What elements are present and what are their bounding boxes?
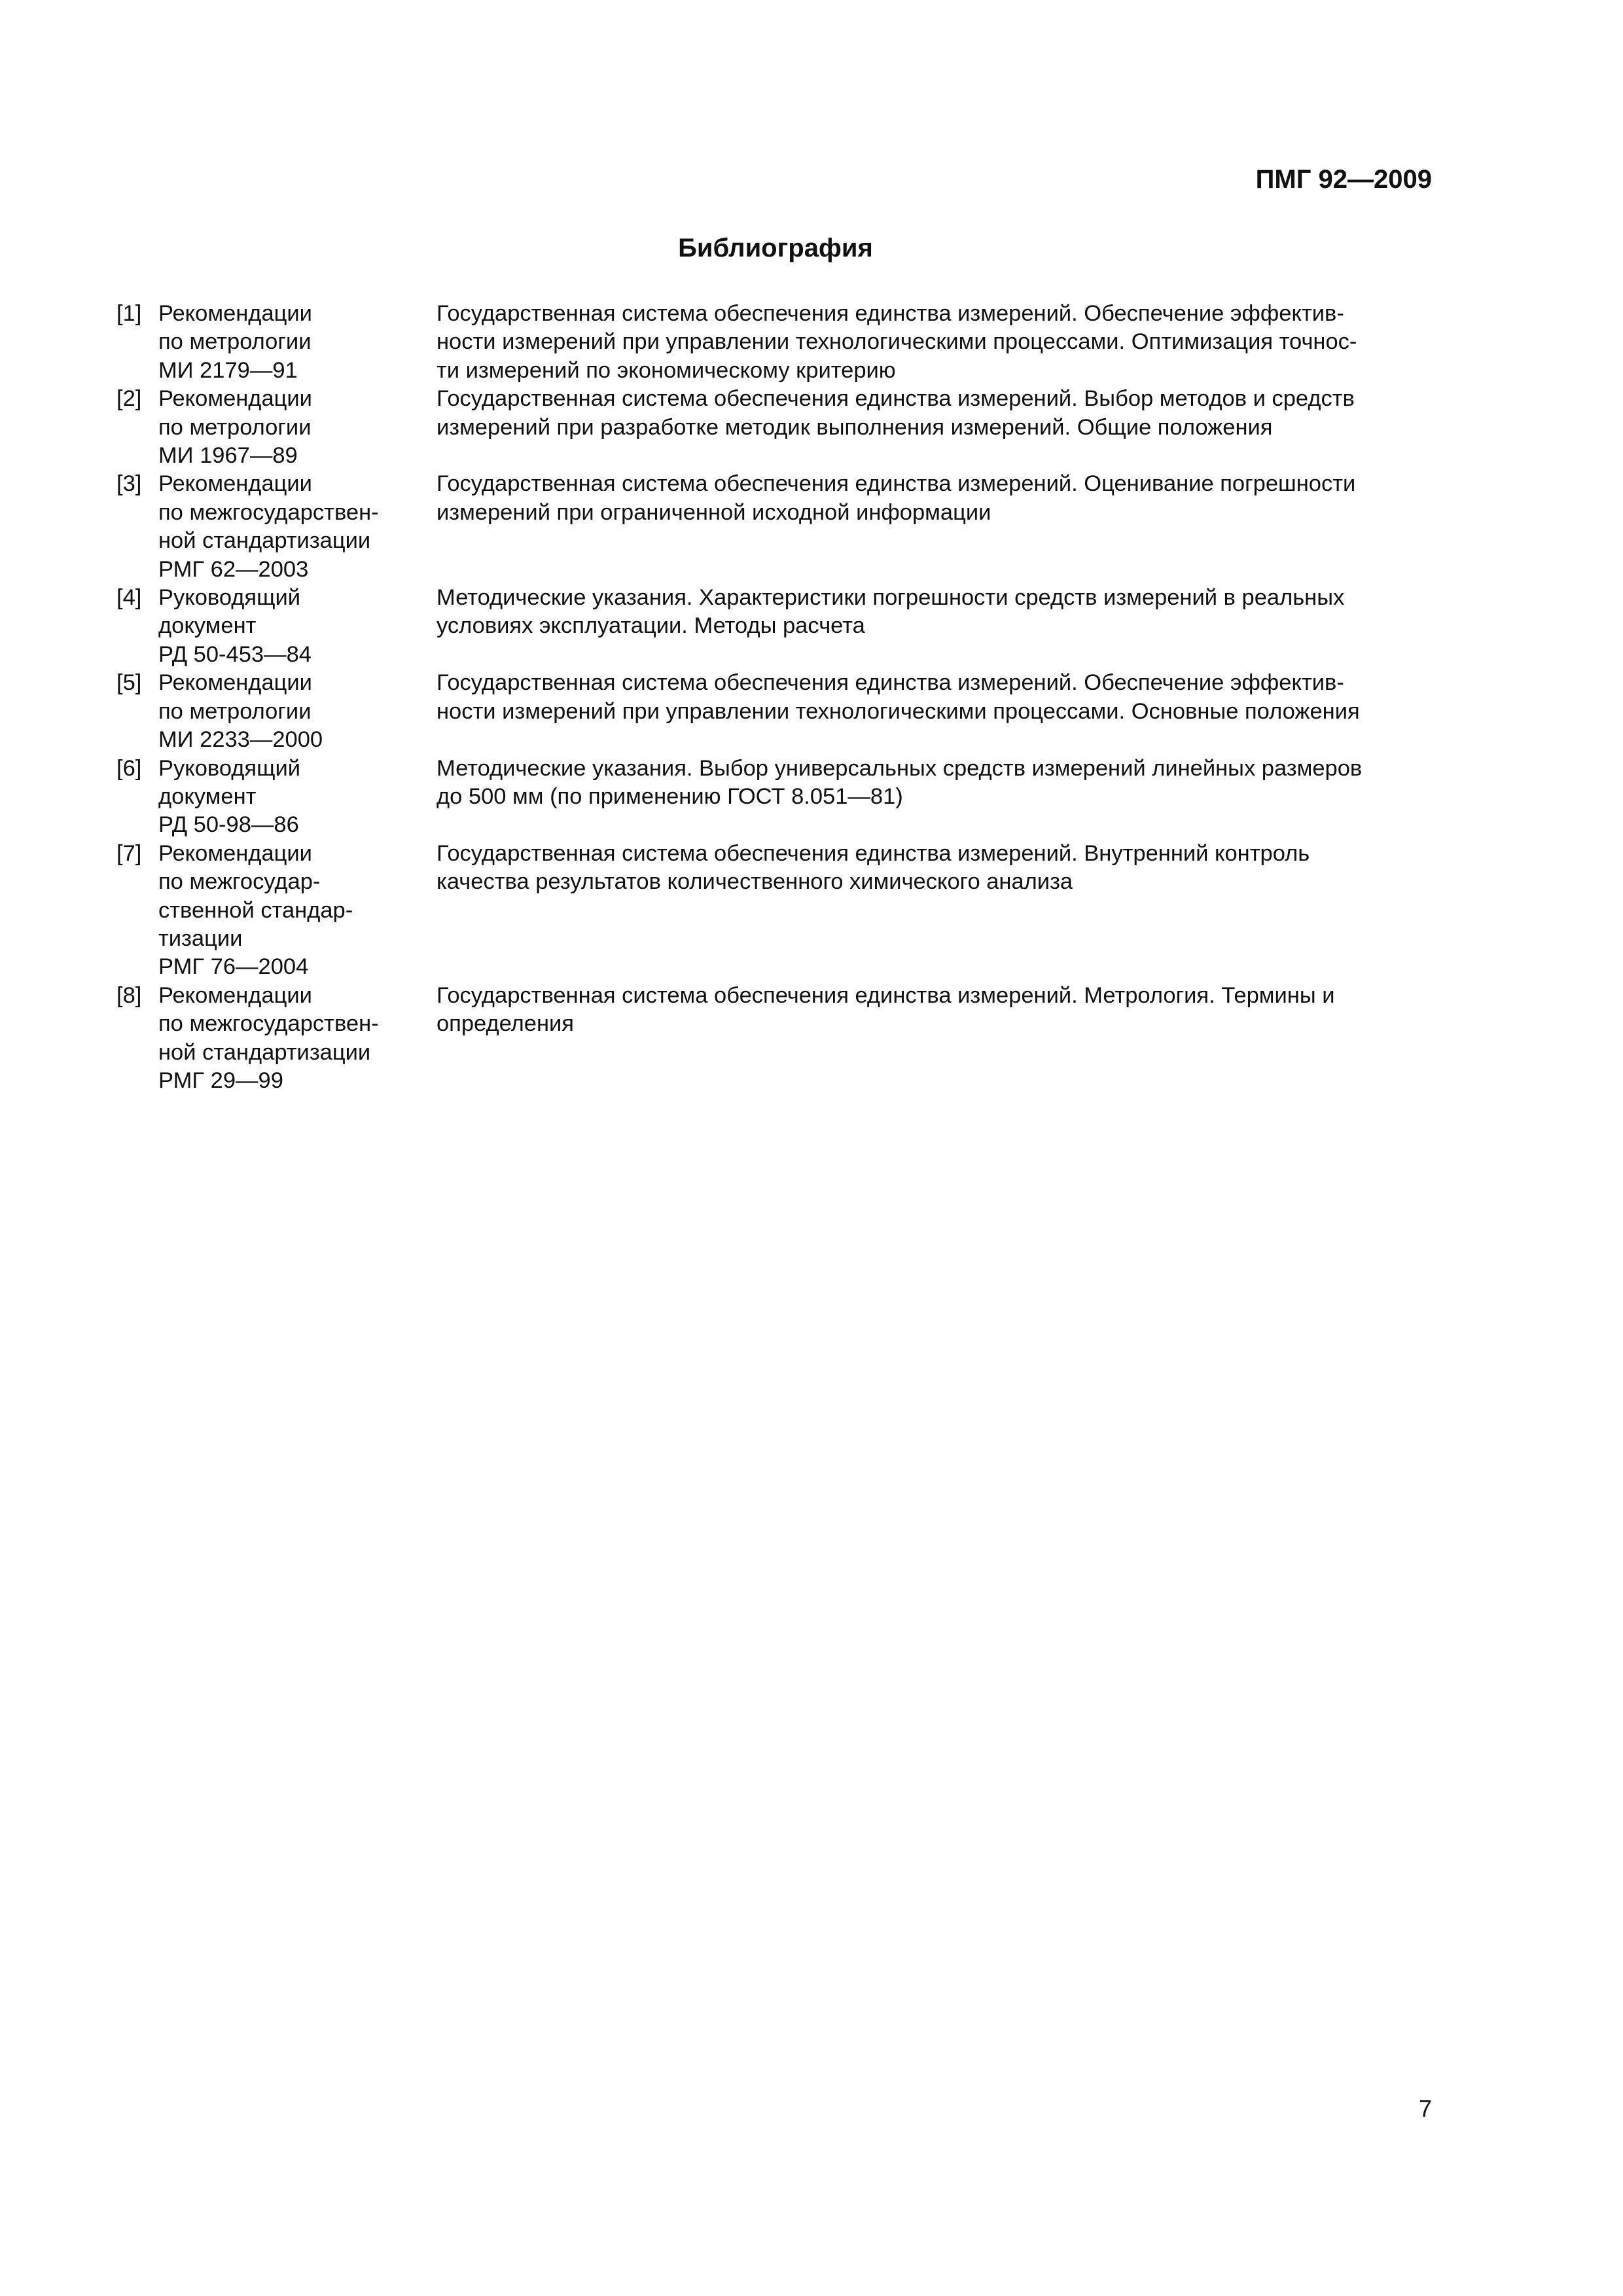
bibliography-entry xyxy=(116,385,1432,470)
entry-title: Государственная система обеспечения единства измерений. Обеспечение эффектив- ности измерений при управлении технологическими процессами. Основные положения xyxy=(437,670,1360,724)
entry-title: Методические указания. Выбор универсальных средств измерений линейных размеров до 500 мм (по применению ГОСТ 8.051—81) xyxy=(437,755,1363,809)
entry-source: Рекомендации по межгосудар- ственной стандар- тизации РМГ 76—2004 xyxy=(158,840,353,980)
bibliography-entry xyxy=(116,755,1432,840)
bibliography-entry xyxy=(116,300,1432,385)
entry-source: Руководящий документ РД 50-98—86 xyxy=(158,755,301,838)
entry-title: Государственная система обеспечения единства измерений. Оценивание погрешности измерений при ограниченной исходной информации xyxy=(437,471,1356,525)
page-number: 7 xyxy=(1418,2095,1432,2122)
bibliography-entry xyxy=(116,584,1432,669)
entry-number: [6] xyxy=(116,755,142,781)
entry-title: Государственная система обеспечения единства измерений. Выбор методов и средств измерений при разработке методик выполнения измерений. Общие положения xyxy=(437,386,1355,440)
entry-number: [8] xyxy=(116,982,142,1008)
entry-source: Рекомендации по метрологии МИ 2179—91 xyxy=(158,301,312,383)
document-code: ПМГ 92—2009 xyxy=(1255,165,1432,194)
section-title: Библиография xyxy=(678,234,873,262)
entry-title: Государственная система обеспечения единства измерений. Внутренний контроль качества результатов количественного химического анализа xyxy=(437,840,1310,895)
entry-title: Государственная система обеспечения единства измерений. Обеспечение эффектив- ности измерений при управлении технологическими процессами. Оптимизация точнос- ти измерений по экономическому критерию xyxy=(437,301,1357,383)
bibliography-entry xyxy=(116,840,1432,982)
entry-number: [5] xyxy=(116,670,142,696)
entry-source: Рекомендации по метрологии МИ 1967—89 xyxy=(158,386,312,469)
entry-title: Методические указания. Характеристики погрешности средств измерений в реальных условиях эксплуатации. Методы расчета xyxy=(437,585,1345,639)
entry-title: Государственная система обеспечения единства измерений. Метрология. Термины и определения xyxy=(437,982,1335,1037)
entry-source: Рекомендации по метрологии МИ 2233—2000 xyxy=(158,670,323,753)
entry-number: [2] xyxy=(116,386,142,412)
entry-number: [4] xyxy=(116,585,142,611)
entry-source: Рекомендации по межгосударствен- ной стандартизации РМГ 29—99 xyxy=(158,982,379,1093)
bibliography-entry xyxy=(116,669,1432,754)
bibliography-list xyxy=(116,300,1432,1095)
entry-number: [7] xyxy=(116,840,142,866)
entry-number: [3] xyxy=(116,471,142,497)
bibliography-entry xyxy=(116,982,1432,1096)
entry-source: Руководящий документ РД 50-453—84 xyxy=(158,585,312,667)
entry-number: [1] xyxy=(116,301,142,326)
entry-source: Рекомендации по межгосударствен- ной стандартизации РМГ 62—2003 xyxy=(158,471,379,582)
bibliography-entry xyxy=(116,470,1432,584)
